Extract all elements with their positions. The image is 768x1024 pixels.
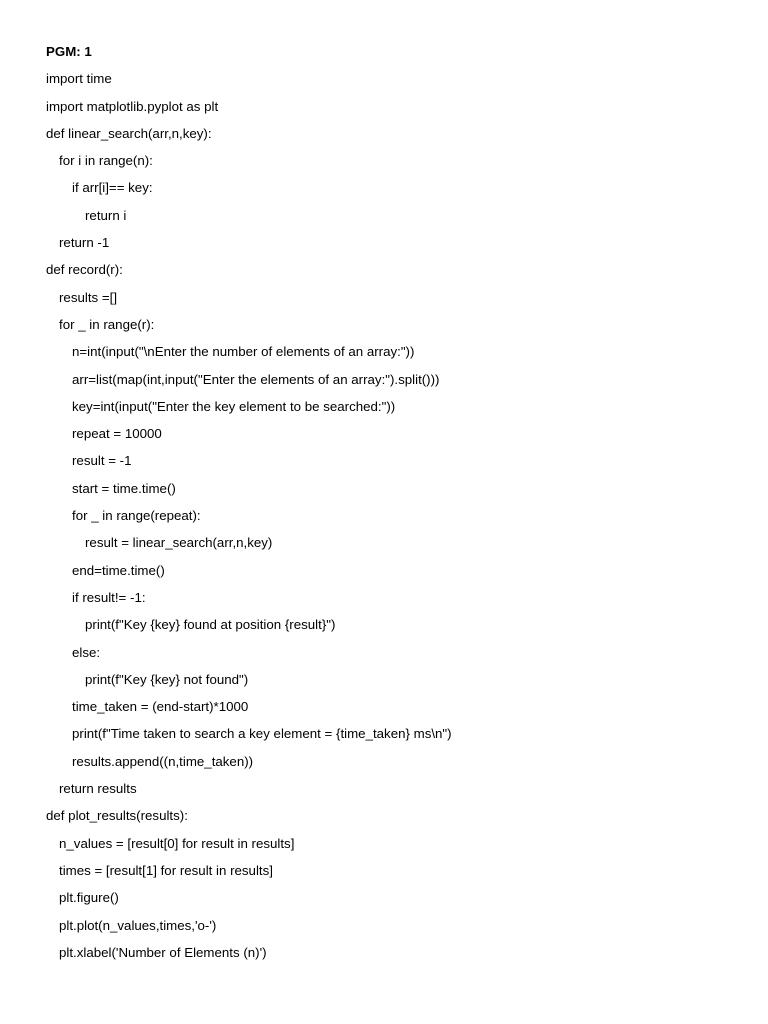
code-line: results.append((n,time_taken)) [72, 753, 254, 769]
code-line: for _ in range(repeat): [72, 508, 201, 524]
code-line: def plot_results(results): [46, 808, 188, 824]
code-line: end=time.time() [72, 562, 165, 578]
code-line: def linear_search(arr,n,key): [46, 125, 212, 141]
code-line: for i in range(n): [59, 153, 153, 169]
code-line: if result!= -1: [72, 589, 146, 605]
code-line: result = linear_search(arr,n,key) [85, 535, 273, 551]
code-line: print(f"Time taken to search a key element = {time_taken} ms\n") [72, 726, 452, 742]
code-line: return -1 [59, 235, 110, 251]
code-line: else: [72, 644, 101, 660]
code-listing [46, 43, 736, 971]
code-line: plt.figure() [59, 890, 119, 906]
code-line: print(f"Key {key} found at position {result}") [85, 617, 336, 633]
code-line: n=int(input("\nEnter the number of elements of an array:")) [72, 344, 415, 360]
code-line: return results [59, 781, 137, 797]
code-line: import time [46, 71, 112, 87]
code-line: def record(r): [46, 262, 123, 278]
code-line: plt.xlabel('Number of Elements (n)') [59, 944, 267, 960]
code-line: if arr[i]== key: [72, 180, 153, 196]
code-line: repeat = 10000 [72, 426, 162, 442]
code-line: plt.plot(n_values,times,'o-') [59, 917, 217, 933]
program-heading: PGM: 1 [46, 44, 92, 59]
code-line: print(f"Key {key} not found") [85, 671, 249, 687]
code-line: arr=list(map(int,input("Enter the elements of an array:").split())) [72, 371, 440, 387]
code-line: for _ in range(r): [59, 316, 155, 332]
code-line: results =[] [59, 289, 118, 305]
code-line: result = -1 [72, 453, 132, 469]
code-line: time_taken = (end-start)*1000 [72, 699, 249, 715]
code-line: key=int(input("Enter the key element to be searched:")) [72, 398, 396, 414]
code-line: n_values = [result[0] for result in results] [59, 835, 295, 851]
code-line: times = [result[1] for result in results] [59, 862, 273, 878]
code-line: start = time.time() [72, 480, 176, 496]
code-line: import matplotlib.pyplot as plt [46, 98, 219, 114]
code-line: return i [85, 207, 127, 223]
